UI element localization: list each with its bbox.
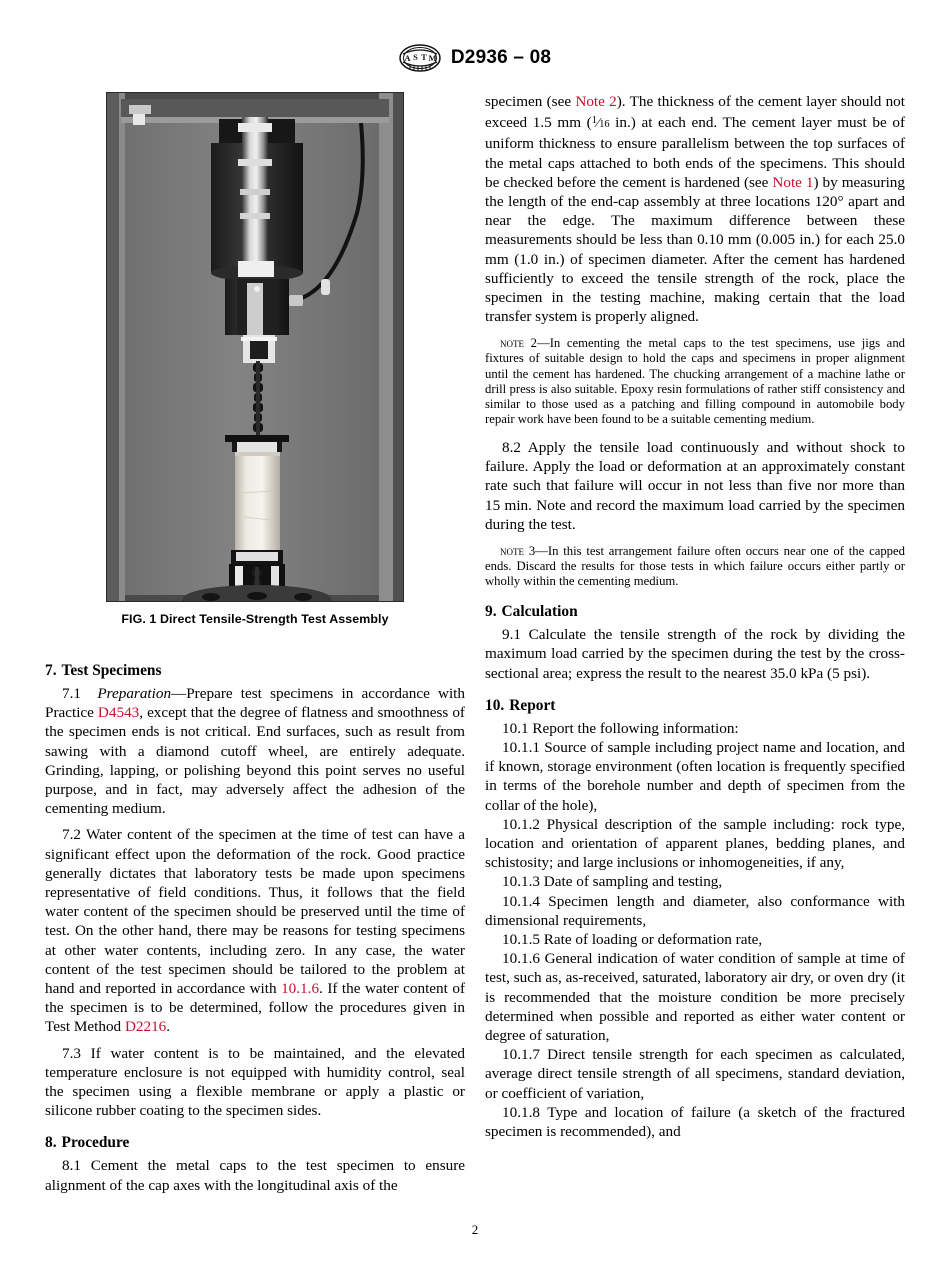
page-number: 2 (471, 1222, 479, 1237)
heading-9-title: Calculation (501, 603, 578, 621)
para-8-1-number: 8.1 (62, 1157, 81, 1175)
para-7-3-text: If water content is to be maintained, and the elevated temperature enclosure is not equipped with humidity control, seal the specimen using a flexible membrane or apply a plastic or silicone rubber coating to the specimen sides. (45, 1044, 465, 1120)
para-10-1-7-number: 10.1.7 (502, 1046, 540, 1064)
cross-ref-10-1-6[interactable]: 10.1.6 (281, 980, 320, 998)
para-7-1-part2: , except that the degree of flatness and smoothness of the specimen ends is not critical. End surfaces, such as result from sawing with a diamond cutoff wheel, are entirely adequate. Grinding, lapping, or polishing beyond this point serves no useful purpose, and in fact, may adversely affect the adhesion of the cementing medium. (45, 704, 465, 818)
cross-ref-note-2[interactable]: Note 2 (575, 93, 617, 110)
figure-1 (45, 92, 465, 626)
para-9-1-text: Calculate the tensile strength of the rock by dividing the maximum load carried by the specimen during the test by the cross-sectional area; express the result to the nearest 35.0 kPa (5 psi). (485, 626, 905, 682)
para-8-2-number: 8.2 (502, 438, 521, 456)
page-header (0, 44, 950, 72)
fraction-denominator: 16 (599, 119, 610, 131)
note-3-number: 3 (528, 543, 536, 558)
para-10-1-2-text: Physical description of the sample including: rock type, location and orientation of apparent planes, bedding planes, and schistosity; and large inclusions or inhomogeneities, if any, (485, 815, 905, 872)
cross-ref-d2216[interactable]: D2216 (124, 1018, 167, 1036)
para-10-1-2-number: 10.1.2 (502, 815, 540, 833)
heading-7-title: Test Specimens (61, 662, 162, 679)
fraction-one-sixteenth: $^1$⁄16 (591, 115, 610, 132)
para-7-1-part1: —Prepare test specimens in accordance with Practice (45, 685, 465, 722)
cont-part3: in.) at each end. The cement layer must be of uniform thickness to ensure parallelism between the top surfaces of the metal caps attached to both ends of the specimens. This should be checked before the cement is hardened (see (485, 114, 906, 191)
paragraph-10-1-1 (485, 738, 905, 815)
para-10-1-7-text: Direct tensile strength for each specimen as calculated, average direct tensile strength of all specimens, standard deviation, or coefficient of variation, (485, 1046, 905, 1102)
para-10-1-3-number: 10.1.3 (502, 873, 540, 891)
paragraph-10-1-7 (485, 1045, 905, 1103)
left-column (45, 648, 465, 1195)
astm-logo-icon (399, 44, 441, 72)
heading-8-title: Procedure (61, 1134, 130, 1152)
note-2-number: 2 (530, 336, 537, 351)
heading-10-title: Report (509, 696, 556, 714)
cross-ref-note-1[interactable]: Note 1 (772, 173, 814, 191)
para-7-1-lead: Preparation (97, 685, 172, 702)
paragraph-10-1-8 (485, 1103, 905, 1141)
para-10-1-6-text: General indication of water condition of sample at time of test, such as, as-received, saturated, laboratory air dry, or oven dry (it is recommended that the moisture condition be more precisely determined when possible and reported as either water content or degree of saturation, (485, 950, 905, 1045)
heading-8-number: 8. (45, 1134, 57, 1152)
paragraph-9-1 (485, 625, 905, 683)
paragraph-10-1 (485, 719, 905, 738)
heading-section-10 (485, 696, 905, 715)
paragraph-7-3 (45, 1044, 465, 1121)
cont-part4: ) by measuring the length of the end-cap assembly at three locations 120° apart and near the edge. The maximum difference between these measurements should be less than 0.10 mm (0.005 in.) for each 25.0 mm (1.0 in.) of specimen diameter. After the cement has hardened sufficiently to exceed the tensile strength of the rock, place the specimen in the testing machine, making certain that the load transfer system is properly aligned. (485, 173, 905, 326)
cont-part1: specimen (see (485, 93, 576, 110)
heading-9-number: 9. (485, 603, 497, 621)
cont-part2: ). The thickness of the cement layer should not exceed 1.5 mm ( (485, 93, 905, 132)
para-8-2-text: Apply the tensile load continuously and without shock to failure. Apply the load or deformation at an approximately constant rate such that failure will occur in not less than five nor more than 15 min. Note and record the maximum load carried by the specimen during the test. (485, 438, 905, 533)
note-2 (485, 336, 905, 427)
note-2-label: note (500, 336, 524, 351)
para-7-2-number: 7.2 (62, 826, 81, 844)
svg-text:A: A (404, 53, 411, 63)
para-10-1-8-text: Type and location of failure (a sketch of the fractured specimen is recommended), and (485, 1103, 905, 1141)
document-designation: D2936 – 08 (450, 47, 552, 68)
paragraph-10-1-2 (485, 815, 905, 873)
para-10-1-4-number: 10.1.4 (502, 892, 540, 910)
paragraph-10-1-6 (485, 949, 905, 1045)
para-10-1-1-number: 10.1.1 (502, 739, 540, 757)
para-10-1-5-number: 10.1.5 (502, 931, 540, 949)
paragraph-7-2 (45, 825, 465, 1036)
para-7-1-number: 7.1 (62, 685, 81, 702)
para-8-1-text: Cement the metal caps to the test specimen to ensure alignment of the cap axes with the longitudinal axis of the (45, 1157, 465, 1194)
right-column (485, 92, 905, 1141)
svg-text:M: M (428, 53, 437, 63)
para-10-1-8-number: 10.1.8 (502, 1103, 540, 1121)
paragraph-continued (485, 92, 905, 326)
paragraph-7-1 (45, 684, 465, 818)
cross-ref-d4543[interactable]: D4543 (97, 704, 140, 722)
heading-section-7 (45, 661, 465, 680)
paragraph-10-1-3 (485, 872, 905, 891)
para-10-1-5-text: Rate of loading or deformation rate, (539, 931, 763, 949)
paragraph-10-1-5 (485, 930, 905, 949)
note-3-text: —In this test arrangement failure often occurs near one of the capped ends. Discard the results for those tests in which failure occurs either partly or wholly within the cementing medium. (485, 543, 906, 589)
paragraph-10-1-4 (485, 892, 905, 930)
heading-10-number: 10. (485, 696, 505, 714)
para-7-2-part3: . (166, 1018, 171, 1036)
para-7-2-part1: Water content of the specimen at the time of test can have a significant effect upon the deformation of the rock. Good practice generally dictates that laboratory tests be made upon specimens representative of field conditions. Thus, it follows that the field water content of the specimen should be preserved until the time of test. On the other hand, there may be reasons for testing specimens at other water contents, including zero. In any case, the water content of the test specimen should be tailored to the problem at hand and reported in accordance with (45, 826, 465, 998)
svg-text:T: T (421, 52, 427, 62)
heading-section-8 (45, 1133, 465, 1152)
svg-text:S: S (413, 52, 418, 62)
paragraph-8-1 (45, 1156, 465, 1194)
para-10-1-3-text: Date of sampling and testing, (539, 873, 723, 891)
para-7-3-number: 7.3 (62, 1044, 81, 1062)
para-10-1-number: 10.1 (502, 719, 529, 737)
para-10-1-text: Report the following information: (528, 719, 739, 737)
note-3-label: note (500, 543, 524, 558)
figure-caption: FIG. 1 Direct Tensile-Strength Test Assembly (121, 612, 389, 626)
note-3 (485, 544, 905, 589)
test-assembly-photograph (106, 92, 404, 602)
heading-7-number: 7. (45, 662, 57, 679)
fraction-numerator: 1 (591, 115, 597, 127)
note-2-text: —In cementing the metal caps to the test specimens, use jigs and fixtures of suitable design to hold the caps and specimens in proper alignment until the cement has hardened. The chucking arrangement of a machine lathe or drill press is also suitable. Epoxy resin formulations of rather stiff consistency and similar to those used as a patching and filling compound in automobile body repair work have been found to be a suitable cementing medium. (485, 336, 906, 426)
para-10-1-4-text: Specimen length and diameter, also conformance with dimensional requirements, (485, 892, 905, 929)
para-10-1-1-text: Source of sample including project name and location, and if known, storage environment (often location is frequently specified in terms of the borehole number and depth of specimen from the collar of the hole), (485, 739, 905, 814)
paragraph-8-2 (485, 438, 905, 534)
para-7-2-part2: . If the water content of the specimen is to be determined, follow the procedures given in Test Method (45, 980, 465, 1036)
para-10-1-6-number: 10.1.6 (502, 950, 540, 968)
heading-section-9 (485, 602, 905, 621)
para-9-1-number: 9.1 (502, 626, 521, 644)
